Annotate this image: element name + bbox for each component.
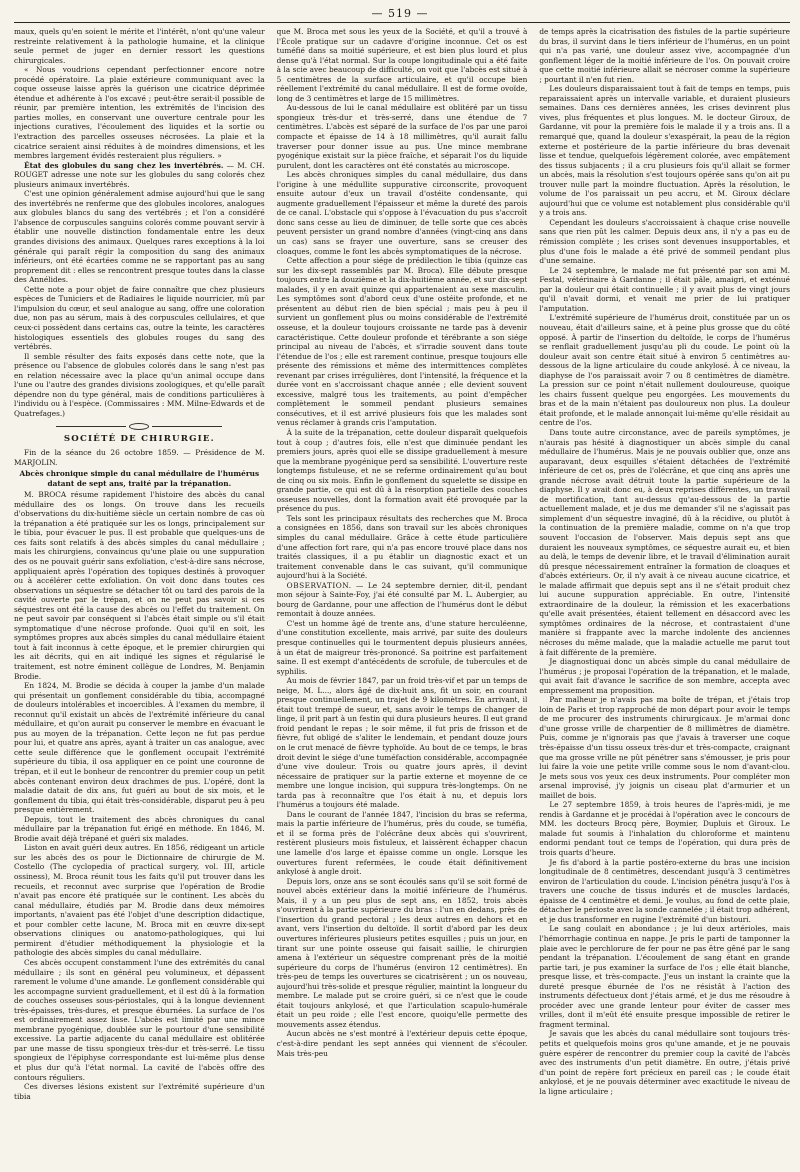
column-3	[539, 27, 790, 1168]
paragraph: Je fis d'abord à la partie postéro-externe du bras une incision longitudinale de 8 centimètres, descendant jusqu'à 3 centimètres environ de l'articulation du coude. L'incision pénétra jusqu'à l'os à travers une couche de tissus indurés et de muscles lardacés, épaisse de 4 centimètre et demi. Je voulus, au fond de cette plaie, détacher le périoste avec la sonde cannelée ; il était trop adhérent, et je dus transformer en rugine l'extrémité d'un bistouri.	[539, 857, 791, 924]
paragraph: C'est une opinion généralement admise aujourd'hui que le sang des invertébrés ne renferme que des globules incolores, analogues aux globules blancs du sang des vertébrés ; et l'on a considéré l'absence de corpuscules sanguins colorés comme pouvant servir à établir une nouvelle distinction fondamentale entre les deux grandes divisions des animaux. Quelques rares exceptions à la loi générale qui paraît régir la composition du sang des animaux inférieurs, ont été écartées comme ne se rapportant pas au sang proprement dit : elles se rencontrent presque toutes dans la classe des Annélides.	[14, 189, 265, 285]
paragraph: Il semble résulter des faits exposés dans cette note, que la présence ou l'absence de globules colorés dans le sang n'est pas en relation nécessaire avec la place qu'un animal occupe dans l'une ou l'autre des grandes divisions zoologiques, et qu'elle paraît dépendre non du type général, mais de conditions particulières à l'individu ou à l'espèce. (Commissaires : MM. Milne-Edwards et de Quatrefages.)	[14, 351, 265, 418]
subheading-text: — M. CH. ROUGET adresse une note sur les globules du sang colorés chez plusieurs animaux invertébrés.	[14, 160, 265, 189]
paragraph: Cette note a pour objet de faire connaître que chez plusieurs espèces de Tuniciers et de Radiaires le liquide nourricier, mû par l'impulsion du cœur, et seul analogue au sang, offre une coloration due, non pas au sérum, mais à des corpuscules cellulaires, et que ceux-ci possèdent dans certains cas, outre la teinte, les caractères histologiques essentiels des globules rouges du sang des vertébrés.	[14, 284, 265, 352]
paragraph: Ces diverses lésions existent sur l'extrémité supérieure d'un tibia	[14, 1082, 265, 1101]
paragraph: Depuis, tout le traitement des abcès chroniques du canal médullaire par la trépanation fut érigé en méthode. En 1846, M. Brodie avait déjà trépané et guéri six malades.	[14, 814, 265, 843]
paragraph: maux, quels qu'en soient le mérite et l'intérêt, n'ont qu'une valeur restreinte relativement à la pathologie humaine, et la clinique seule permet de juger en dernier ressort les questions chirurgicales.	[14, 27, 265, 65]
paragraph: Cette affection a pour siége de prédilection le tibia (quinze cas sur les dix-sept rassemblés par M. Broca). Elle débute presque toujours entre la douzième et la dix-huitième année, et sur dix-sept malades, il y en avait quinze qui appartenaient au sexe masculin. Les symptômes sont d'abord ceux d'une ostéite profonde, et ne présentent au début rien de bien spécial ; mais peu à peu il survient un gonflement plus ou moins considérable de l'extrémité osseuse, et la douleur toujours croissante ne tarde pas à devenir caractéristique. Cette douleur profonde et térébrante a son siége principal au niveau de l'abcès, et s'irradie souvent dans toute l'étendue de l'os ; elle est rarement continue, presque toujours elle présente des rémissions et même des intermittences complètes revenant par crises irrégulières, dont l'intensité, la fréquence et la durée vont en s'accroissant chaque année ; elle devient souvent excessive, malgré tous les traitements, au point d'empêcher complètement le sommeil pendant plusieurs semaines consécutives, et il est arrivé plusieurs fois que les malades sont venus réclamer à grands cris l'amputation.	[276, 256, 528, 428]
paragraph: Par malheur je n'avais pas ma boîte de trépan, et j'étais trop loin de Paris et trop rapproché de mon départ pour avoir le temps de me procurer des instruments chirurgicaux. Je m'armai donc d'une grosse vrille de charpentier de 8 millimètres de diamètre. Puis, comme je n'ignorais pas que j'avais à traverser une coque très-épaisse d'un tissu osseux très-dur et très-compacte, craignant que ma grosse vrille ne pût pénétrer sans s'émousser, je pris pour lui faire la voie une petite vrille comme sous le nom d'avant-clou. Je mets sous vos yeux ces deux instruments. Pour compléter mon arsenal improvisé, j'y joignis un ciseau plat d'armurier et un maillet de bois.	[539, 695, 791, 800]
paragraph: Dans toute autre circonstance, avec de pareils symptômes, je n'aurais pas hésité à diagnostiquer un abcès simple du canal médullaire de l'humérus. Mais je ne pouvais oublier que, onze ans auparavant, deux esquilles s'étaient détachées de l'extrémité inférieure de cet os, près de l'olécrâne, et que cinq ans après une grande nécrose avait détruit toute la partie supérieure de la diaphyse. Il y avait donc eu, à deux reprises différentes, un travail de mortification, tant au-dessus qu'au-dessous de la partie actuellement malade, et je dus me demander s'il ne s'agissait pas simplement d'un séquestre invaginé, dû à la récidive, ou plutôt à la continuation de la première maladie, comme on n'a que trop souvent l'occasion de l'observer. Mais depuis sept ans que duraient les nouveaux symptômes, ce séquestre aurait eu, et bien au delà, le temps de devenir libre, et le travail d'élimination aurait dû presque nécessairement entraîner la formation de cloaques et d'abcès extérieurs. Or, il n'y avait à ce niveau aucune cicatrice, et le malade affirmait que depuis sept ans il ne s'était produit chez lui aucune suppuration appréciable. En outre, l'intensité extraordinaire de la douleur, la rémission et les exacerbations qu'elle avait présentées, étaient tellement en désaccord avec les symptômes ordinaires de la nécrose, et contrastaient d'une manière si frappante avec la marche indolente des anciennes nécroses du même malade, que la maladie actuelle me parut tout à fait différente de la première.	[539, 427, 791, 657]
observation-text: — Le 24 septembre dernier, dit-il, pendant mon séjour à Sainte-Foy, j'ai été consulté par M. L. Aubergier, au bourg de Gardanne, pour une affection de l'humérus dont le début remontait à douze années.	[276, 580, 528, 619]
paragraph: Ces abcès occupent constamment l'une des extrémités du canal médullaire ; ils sont en général peu volumineux, et dépassent rarement le volume d'une amande. Le gonflement considérable qui les accompagne survient graduellement, et il est dû à la formation de couches osseuses sous-périostales, qui à la longue deviennent très-épaisses, très-dures, et presque éburnées. La surface de l'os est ordinairement assez lisse. L'abcès est limité par une mince membrane pyogénique, doublée sur le pourtour d'une sensibilité excessive. La partie adjacente du canal médullaire est oblitérée par une masse de tissu spongieux très-dur et très-serré. Le tissu spongieux de l'épiphyse correspondante est lui-même plus dense et plus dur qu'à l'état normal. La cavité de l'abcès offre des contours réguliers.	[14, 957, 265, 1082]
paragraph: Au mois de février 1847, par un froid très-vif et par un temps de neige, M. L..., alors âgé de dix-huit ans, fit un soir, en courant presque continuellement, un trajet de 9 kilomètres. En arrivant, il était tout trempé de sueur, et, sans avoir le temps de changer de linge, il prit part à un festin qui dura plusieurs heures. Il eut grand froid pendant le repas ; le soir même, il fut pris de frisson et de fièvre, fut obligé de s'aliter le lendemain, et pendant douze jours on le crut menacé de fièvre typhoïde. Au bout de ce temps, le bras droit devint le siége d'une tuméfaction considérable, accompagnée d'une vive douleur. Trois ou quatre jours après, il devint nécessaire de pratiquer sur la partie externe et moyenne de ce membre une longue incision, qui suppura très-longtemps. On ne tarda pas à reconnaître que l'os était à nu, et depuis lors l'humérus a toujours été malade.	[276, 676, 528, 810]
observation-paragraph	[277, 581, 528, 619]
paragraph: Les abcès chroniques simples du canal médullaire, dus dans l'origine à une médullite suppurative circonscrite, provoquent ensuite autour d'eux un travail d'ostéite condensante, qui augmente graduellement l'épaisseur et même la dureté des parois de ce canal. L'obstacle qui s'oppose à l'évacuation du pus s'accroît donc sans cesse au lieu de diminuer, de telle sorte que ces abcès peuvent persister un grand nombre d'années (vingt-cinq ans dans un cas) sans se frayer une ouverture, sans se creuser des cloaques, comme le font les abcès symptomatiques de la nécrose.	[276, 170, 528, 256]
case-title: Abcès chronique simple du canal médullaire de l'humérus datant de sept ans, traité par la trépanation.	[19, 469, 260, 488]
paragraph: Au-dessous de lui le canal médullaire est oblitéré par un tissu spongieux très-dur et très-serré, dans une étendue de 7 centimètres. L'abcès est séparé de la surface de l'os par une paroi compacte et épaisse de 14 à 18 millimètres, qu'il aurait fallu traverser pour donner issue au pus. Une mince membrane pyogénique existait sur la pièce fraîche, et séparait l'os du liquide purulent, dont les caractères ont été constatés au microscope.	[276, 103, 528, 170]
paragraph: Tels sont les principaux résultats des recherches que M. Broca a consignées en 1856, dans son travail sur les abcès chroniques simples du canal médullaire. Grâce à cette étude particulière d'une affection fort rare, qui n'a pas encore trouvé place dans nos traités classiques, il a pu établir un diagnostic exact et un traitement convenable dans le cas suivant, qu'il communique aujourd'hui à la Société.	[276, 513, 528, 581]
paragraph: M. BROCA résume rapidement l'histoire des abcès du canal médullaire des os longs. On trouve dans les recueils d'observations du dix-huitième siècle un certain nombre de cas où la trépanation a été pratiquée sur les os longs, principalement sur le tibia, pour évacuer le pus. Il est probable que quelques-uns de ces faits sont relatifs à des abcès simples du canal médullaire ; mais les chirurgiens, convaincus qu'une plaie ou une suppuration des os ne pouvait guérir sans exfoliation, c'est-à-dire sans nécrose, appliquaient après l'opération des topiques destinés à provoquer ou à accélérer cette exfoliation. On voit donc dans toutes ces observations un séquestre se détacher tôt ou tard des parois de la cavité ouverte par le trépan, et on ne peut pas savoir si ces séquestres ont été la cause des abcès ou l'effet du traitement. On ne peut savoir par conséquent si l'abcès était simple ou s'il était symptomatique d'une nécrose profonde. Quoi qu'il en soit, les symptômes propres aux abcès simples du canal médullaire étaient tout à fait inconnus à cette époque, et le premier chirurgien qui les ait décrits, qui en ait indiqué les signes et régularisé le traitement, est notre éminent collègue de Londres, M. Benjamin Brodie.	[14, 490, 265, 681]
paragraph: Depuis lors, onze ans se sont écoulés sans qu'il se soit formé de nouvel abcès extérieur dans la moitié inférieure de l'humérus. Mais, il y a un peu plus de sept ans, en 1852, trois abcès s'ouvrirent à la partie supérieure du bras : l'un en dedans, près de l'insertion du grand pectoral ; les deux autres en dehors et en avant, vers l'insertion du deltoïde. Il sortit d'abord par les deux ouvertures inférieures plusieurs petites esquilles ; puis un jour, en tirant sur une pointe osseuse qui faisait saillie, le chirurgien amena à l'extérieur un séquestre comprenant près de la moitié supérieure du corps de l'humérus (environ 12 centimètres). En très-peu de temps les ouvertures se cicatrisèrent ; un os nouveau, aujourd'hui très-solide et presque régulier, maintint la longueur du membre. Le malade put se croire guéri, si ce n'est que le coude était toujours ankylosé, et que l'articulation scapulo-humérale était un peu roide ; elle l'est encore, quoiqu'elle permette des mouvements assez étendus.	[276, 876, 528, 1029]
paragraph: de temps après la cicatrisation des fistules de la partie supérieure du bras, il survint dans le tiers inférieur de l'humérus, en un point qui n'a pas varié, une douleur assez vive, accompagnée d'un gonflement léger de la moitié inférieure de l'os. On pouvait croire que cette moitié inférieure allait se nécroser comme la supérieure ; pourtant il n'en fut rien.	[539, 27, 791, 84]
paragraph: Le 24 septembre, le malade me fut présenté par son ami M. Festal, vétérinaire à Gardanne ; il était pâle, amaigri, et exténué par la douleur qui était continuelle ; il y avait plus de vingt jours qu'il n'avait dormi, et venait me prier de lui pratiquer l'amputation.	[539, 265, 791, 313]
paragraph: Je savais que les abcès du canal médullaire sont toujours très-petits et quelquefois moins gros qu'une amande, et je ne pouvais guère espérer de rencontrer du premier coup la cavité de l'abcès avec des instruments d'un petit diamètre. En outre, j'étais privé d'un point de repère fort précieux en pareil cas ; le coude était ankylosé, et je ne pouvais déterminer avec exactitude le niveau de la ligne articulaire ;	[539, 1029, 791, 1096]
paragraph: À la suite de la trépanation, cette douleur disparaît quelquefois tout à coup ; d'autres fois, elle n'est que diminuée pendant les premiers jours, après quoi elle se dissipe graduellement à mesure que la membrane pyogénique perd sa sensibilité. L'ouverture reste longtemps fistuleuse, et ne se referme ordinairement qu'au bout de cinq ou six mois. Enfin le gonflement du squelette se dissipe en grande partie, ce qui est dû à la résorption partielle des couches osseuses nouvelles, dont la formation avait été provoquée par la présence du pus.	[276, 427, 528, 514]
paragraph: Dans le courant de l'année 1847, l'incision du bras se referma, mais la partie inférieure de l'humérus, près du coude, se tuméfia, et il se forma près de l'olécrâne deux abcès qui s'ouvrirent, restèrent plusieurs mois fistuleux, et laissèrent échapper chacun une lamelle d'os large et épaisse comme un ongle. Lorsque les ouvertures furent refermées, le coude était définitivement ankylosé à angle droit.	[276, 809, 528, 877]
paragraph: Aucun abcès ne s'est montré à l'extérieur depuis cette époque, c'est-à-dire pendant les sept années qui viennent de s'écouler. Mais très-peu	[276, 1029, 528, 1058]
ornament-knot	[129, 423, 149, 430]
text-columns	[14, 27, 790, 1168]
paragraph: L'extrémité supérieure de l'humérus droit, constituée par un os nouveau, était d'ailleurs saine, et à peine plus grosse que du côté opposé. À partir de l'insertion du deltoïde, le corps de l'humérus se renflait graduellement jusqu'au pli du coude. Le point où la douleur avait son centre était situé à environ 5 centimètres au-dessous de la ligne articulaire du coude ankylosé. À ce niveau, la diaphyse de l'os paraissait avoir 7 ou 8 centimètres de diamètre. La pression sur ce point n'était nullement douloureuse, quoique les chairs fussent quelque peu engorgées. Les mouvements du bras et de la main n'étaient pas douloureux non plus. La douleur était profonde, et le malade annonçait lui-même qu'elle résidait au centre de l'os.	[539, 313, 791, 428]
paragraph: Je diagnostiquai donc un abcès simple du canal médullaire de l'humérus ; je proposai l'opération de la trépanation, et le malade, qui avait fait d'avance le sacrifice de son membre, accepta avec empressement ma proposition.	[539, 657, 791, 695]
paragraph: que M. Broca met sous les yeux de la Société, et qu'il a trouvé à l'École pratique sur un cadavre d'origine inconnue. Cet os est tuméfié dans sa moitié supérieure, et est bien plus lourd et plus dense qu'à l'état normal. Sur la coupe longitudinale qui a été faite à la scie avec beaucoup de difficulté, on voit que l'abcès est situé à 5 centimètres de la surface articulaire, et qu'il occupe bien réellement l'extrémité du canal médullaire. Il est de forme ovoïde, long de 3 centimètres et large de 15 millimètres.	[276, 27, 528, 103]
header-rule	[14, 22, 790, 23]
section-ornament	[14, 422, 265, 430]
ornament-line	[152, 426, 222, 427]
paragraph: En 1824, M. Brodie se décida à couper la jambe d'un malade qui présentait un gonflement considérable du tibia, accompagné de douleurs intolérables et incoercibles. À l'examen du membre, il reconnut qu'il existait un abcès de l'extrémité inférieure du canal médullaire, et qu'on aurait pu conserver le membre en évacuant le pus au moyen de la trépanation. Cette leçon ne fut pas perdue pour lui, et quatre ans après, ayant à traiter un cas analogue, avec cette seule différence que le gonflement occupait l'extrémité supérieure du tibia, il osa appliquer en ce point une couronne de trépan, et il eut le bonheur de rencontrer du premier coup un petit abcès contenant environ deux drachmes de pus. L'opéré, dont la maladie datait de dix ans, fut guéri au bout de six mois, et le gonflement du tibia, qui était très-considérable, disparut peu à peu presque entièrement.	[14, 681, 265, 815]
paragraph: Les douleurs disparaissaient tout à fait de temps en temps, puis reparaissaient après un intervalle variable, et duraient plusieurs semaines. Dans ces dernières années, les crises devinrent plus vives, plus fréquentes et plus longues. M. le docteur Giroux, de Gardanne, vit pour la première fois le malade il y a trois ans. Il a remarqué que, quand la douleur s'exaspérait, la peau de la région externe et postérieure de la partie inférieure du bras devenait lisse et tendue, quelquefois légèrement colorée, avec empâtement des tissus subjacents ; il a cru plusieurs fois qu'il allait se former un abcès, mais la résolution s'est toujours opérée sans qu'on ait pu trouver nulle part la moindre fluctuation. Après la résolution, le volume de l'os paraissait un peu accru, et M. Giroux déclare aujourd'hui que ce volume est notablement plus considérable qu'il y a trois ans.	[539, 84, 791, 218]
society-heading: SOCIÉTÉ DE CHIRURGIE.	[63, 434, 215, 445]
paragraph: C'est un homme âgé de trente ans, d'une stature herculéenne, d'une constitution excellente, mais arrivé, par suite des douleurs presque continuelles qui le tourmentent depuis plusieurs années, à un état de maigreur très-prononcé. Sa poitrine est parfaitement saine. Il est exempt d'antécédents de scrofule, de tubercules et de syphilis.	[276, 618, 528, 676]
paragraph: « Nous voudrions cependant perfectionner encore notre procédé opératoire. La plaie extérieure communiquant avec la coque osseuse laisse après la guérison une cicatrice déprimée étendue et adhérente à l'os excavé ; peut-être serait-il possible de réunir, par première intention, les extrémités de l'incision des parties molles, en conservant une ouverture centrale pour les injections curatives, l'écoulement des liquides et la sortie ou l'extraction des parcelles osseuses nécrosées. La plaie et la cicatrice seraient ainsi réduites à de moindres dimensions, et les membres largement évidés resteraient plus réguliers. »	[14, 65, 265, 161]
column-1	[14, 27, 265, 1168]
paragraph: Le 27 septembre 1859, à trois heures de l'après-midi, je me rendis à Gardanne et je procédai à l'opération avec le concours de MM. les docteurs Brocq père, Boymier, Dupluis et Giroux. Le malade fut soumis à l'inhalation du chloroforme et maintenu endormi pendant tout ce temps de l'opération, qui dura près de trois quarts d'heure.	[539, 800, 791, 858]
observation-label: OBSERVATION.	[286, 580, 352, 590]
column-2	[277, 27, 528, 1168]
ornament-line	[56, 426, 126, 427]
paragraph: Cependant les douleurs s'accroissaient à chaque crise nouvelle sans que rien pût les calmer. Depuis deux ans, il n'y a pas eu de rémission complète ; les crises sont devenues insupportables, et plus d'une fois le malade a été privé de sommeil pendant plus d'une semaine.	[539, 217, 791, 266]
session-line: Fin de la séance du 26 octobre 1859. — Présidence de M. MARJOLIN.	[14, 447, 265, 467]
paragraph: Le sang coulait en abondance ; je lui deux artérioles, mais l'hémorrhagie continua en nappe. Je pris le parti de tamponner la plaie avec le perchlorure de fer pour ne pas être gêné par le sang pendant la trépanation. L'écoulement de sang étant en grande partie tari, je pus examiner la surface de l'os ; elle était blanche, presque lisse, et très-compacte. J'eus un instant la crainte que la dureté presque éburnée de l'os ne résistât à l'action des instruments défectueux dont j'étais armé, et je dus me résoudre à procéder avec une grande lenteur pour éviter de casser mes vrilles, dont il m'eût été ensuite presque impossible de retirer le fragment terminal.	[539, 924, 791, 1029]
section-subheading	[14, 161, 265, 190]
subheading-title: État des globules du sang chez les invertébrés.	[24, 160, 224, 170]
page-number: — 519 —	[371, 7, 429, 20]
paragraph: Liston en avait guéri deux autres. En 1856, rédigeant un article sur les abcès des os pour le Dictionnaire de chirurgie de M. Costello (The cyclopedia of practical surgery, vol. III, article ossiness), M. Broca réunit tous les faits qu'il put trouver dans les recueils, et reconnut avec surprise que l'opération de Brodie n'avait pas encore été pratiquée sur le continent. Les abcès du canal médullaire, étudiés par M. Brodie dans deux mémoires importants, n'avaient pas été l'objet d'une description didactique, et pour combler cette lacune, M. Broca mit en œuvre dix-sept observations cliniques ou anatomo-pathologiques, qui lui permirent d'étudier méthodiquement la physiologie et la pathologie des abcès simples du canal médullaire.	[14, 843, 265, 958]
